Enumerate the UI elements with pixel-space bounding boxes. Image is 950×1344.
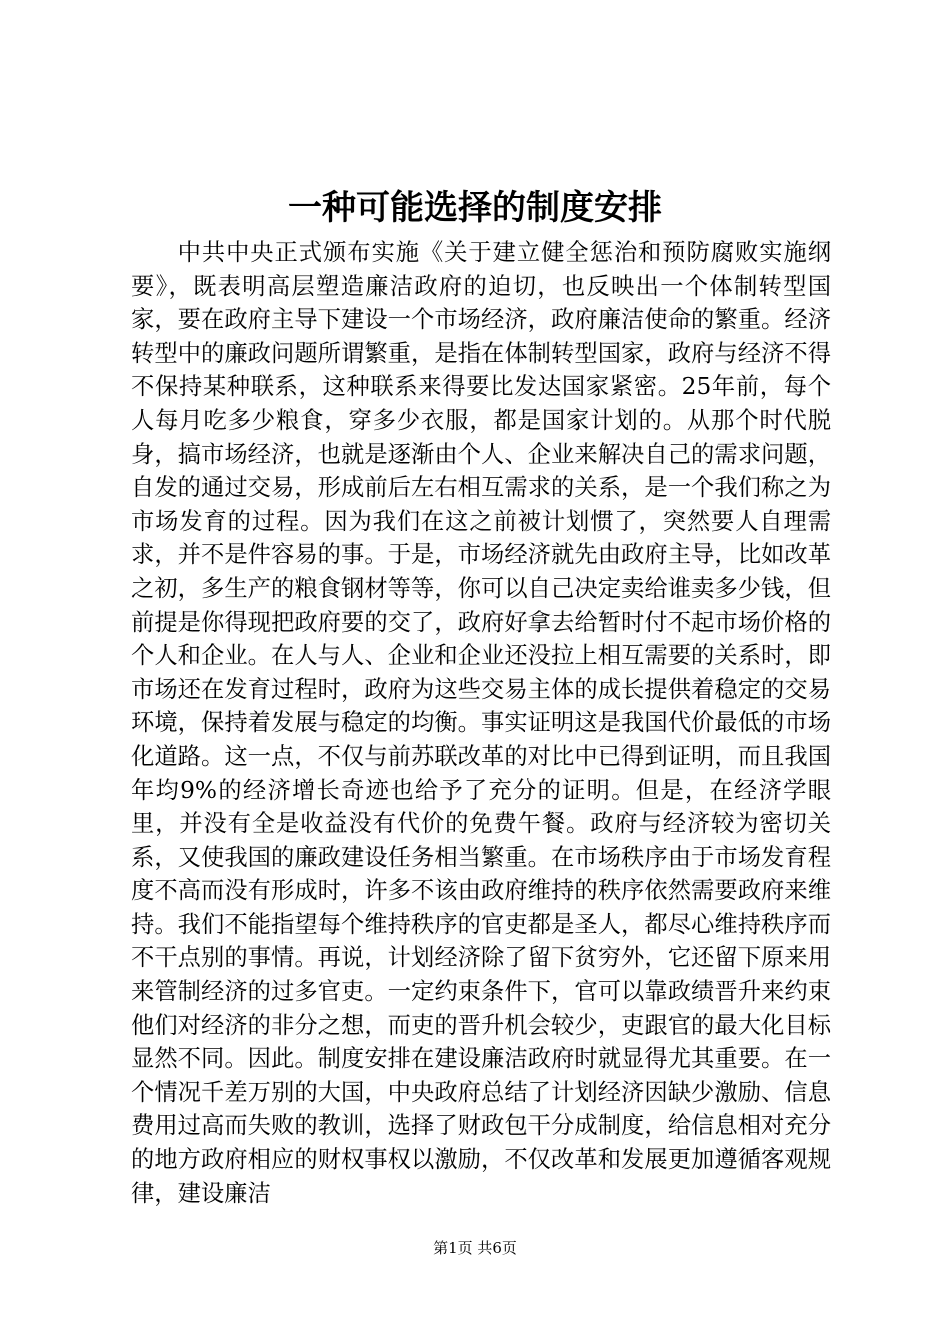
- page-footer: 第1页 共6页: [433, 1239, 517, 1257]
- body-paragraph: 中共中央正式颁布实施《关于建立健全惩治和预防腐败实施纲要》，既表明高层塑造廉洁政府的迫切，也反映出一个体制转型国家，要在政府主导下建设一个市场经济，政府廉洁使命的繁重。经济转型中的廉政问题所谓繁重，是指在体制转型国家，政府与经济不得不保持某种联系，这种联系来得要比发达国家紧密。25年前，每个人每月吃多少粮食，穿多少衣服，都是国家计划的。从那个时代脱身，搞市场经济，也就是逐渐由个人、企业来解决自己的需求问题，自发的通过交易，形成前后左右相互需求的关系，是一个我们称之为市场发育的过程。因为我们在这之前被计划惯了，突然要人自理需求，并不是件容易的事。于是，市场经济就先由政府主导，比如改革之初，多生产的粮食钢材等等，你可以自己决定卖给谁卖多少钱，但前提是你得现把政府要的交了，政府好拿去给暂时付不起市场价格的个人和企业。在人与人、企业和企业还没拉上相互需要的关系时，即市场还在发育过程时，政府为这些交易主体的成长提供着稳定的交易环境，保持着发展与稳定的均衡。事实证明这是我国代价最低的市场化道路。这一点，不仅与前苏联改革的对比中已得到证明，而且我国年均9%的经济增长奇迹也给予了充分的证明。但是，在经济学眼里，并没有全是收益没有代价的免费午餐。政府与经济较为密切关系，又使我国的廉政建设任务相当繁重。在市场秩序由于市场发育程度不高而没有形成时，许多不该由政府维持的秩序依然需要政府来维持。我们不能指望每个维持秩序的官吏都是圣人，都尽心维持秩序而不干点别的事情。再说，计划经济除了留下贫穷外，它还留下原来用来管制经济的过多官吏。一定约束条件下，官可以靠政绩晋升来约束他们对经济的非分之想，而吏的晋升机会较少，吏跟官的最大化目标显然不同。因此。制度安排在建设廉洁政府时就显得尤其重要。在一个情况千差万别的大国，中央政府总结了计划经济因缺少激励、信息费用过高而失败的教训，选择了财政包干分成制度，给信息相对充分的地方政府相应的财权事权以激励，不仅改革和发展更加遵循客观规律，建设廉洁: [131, 239, 831, 1207]
- document-title: 一种可能选择的制度安排: [288, 188, 662, 228]
